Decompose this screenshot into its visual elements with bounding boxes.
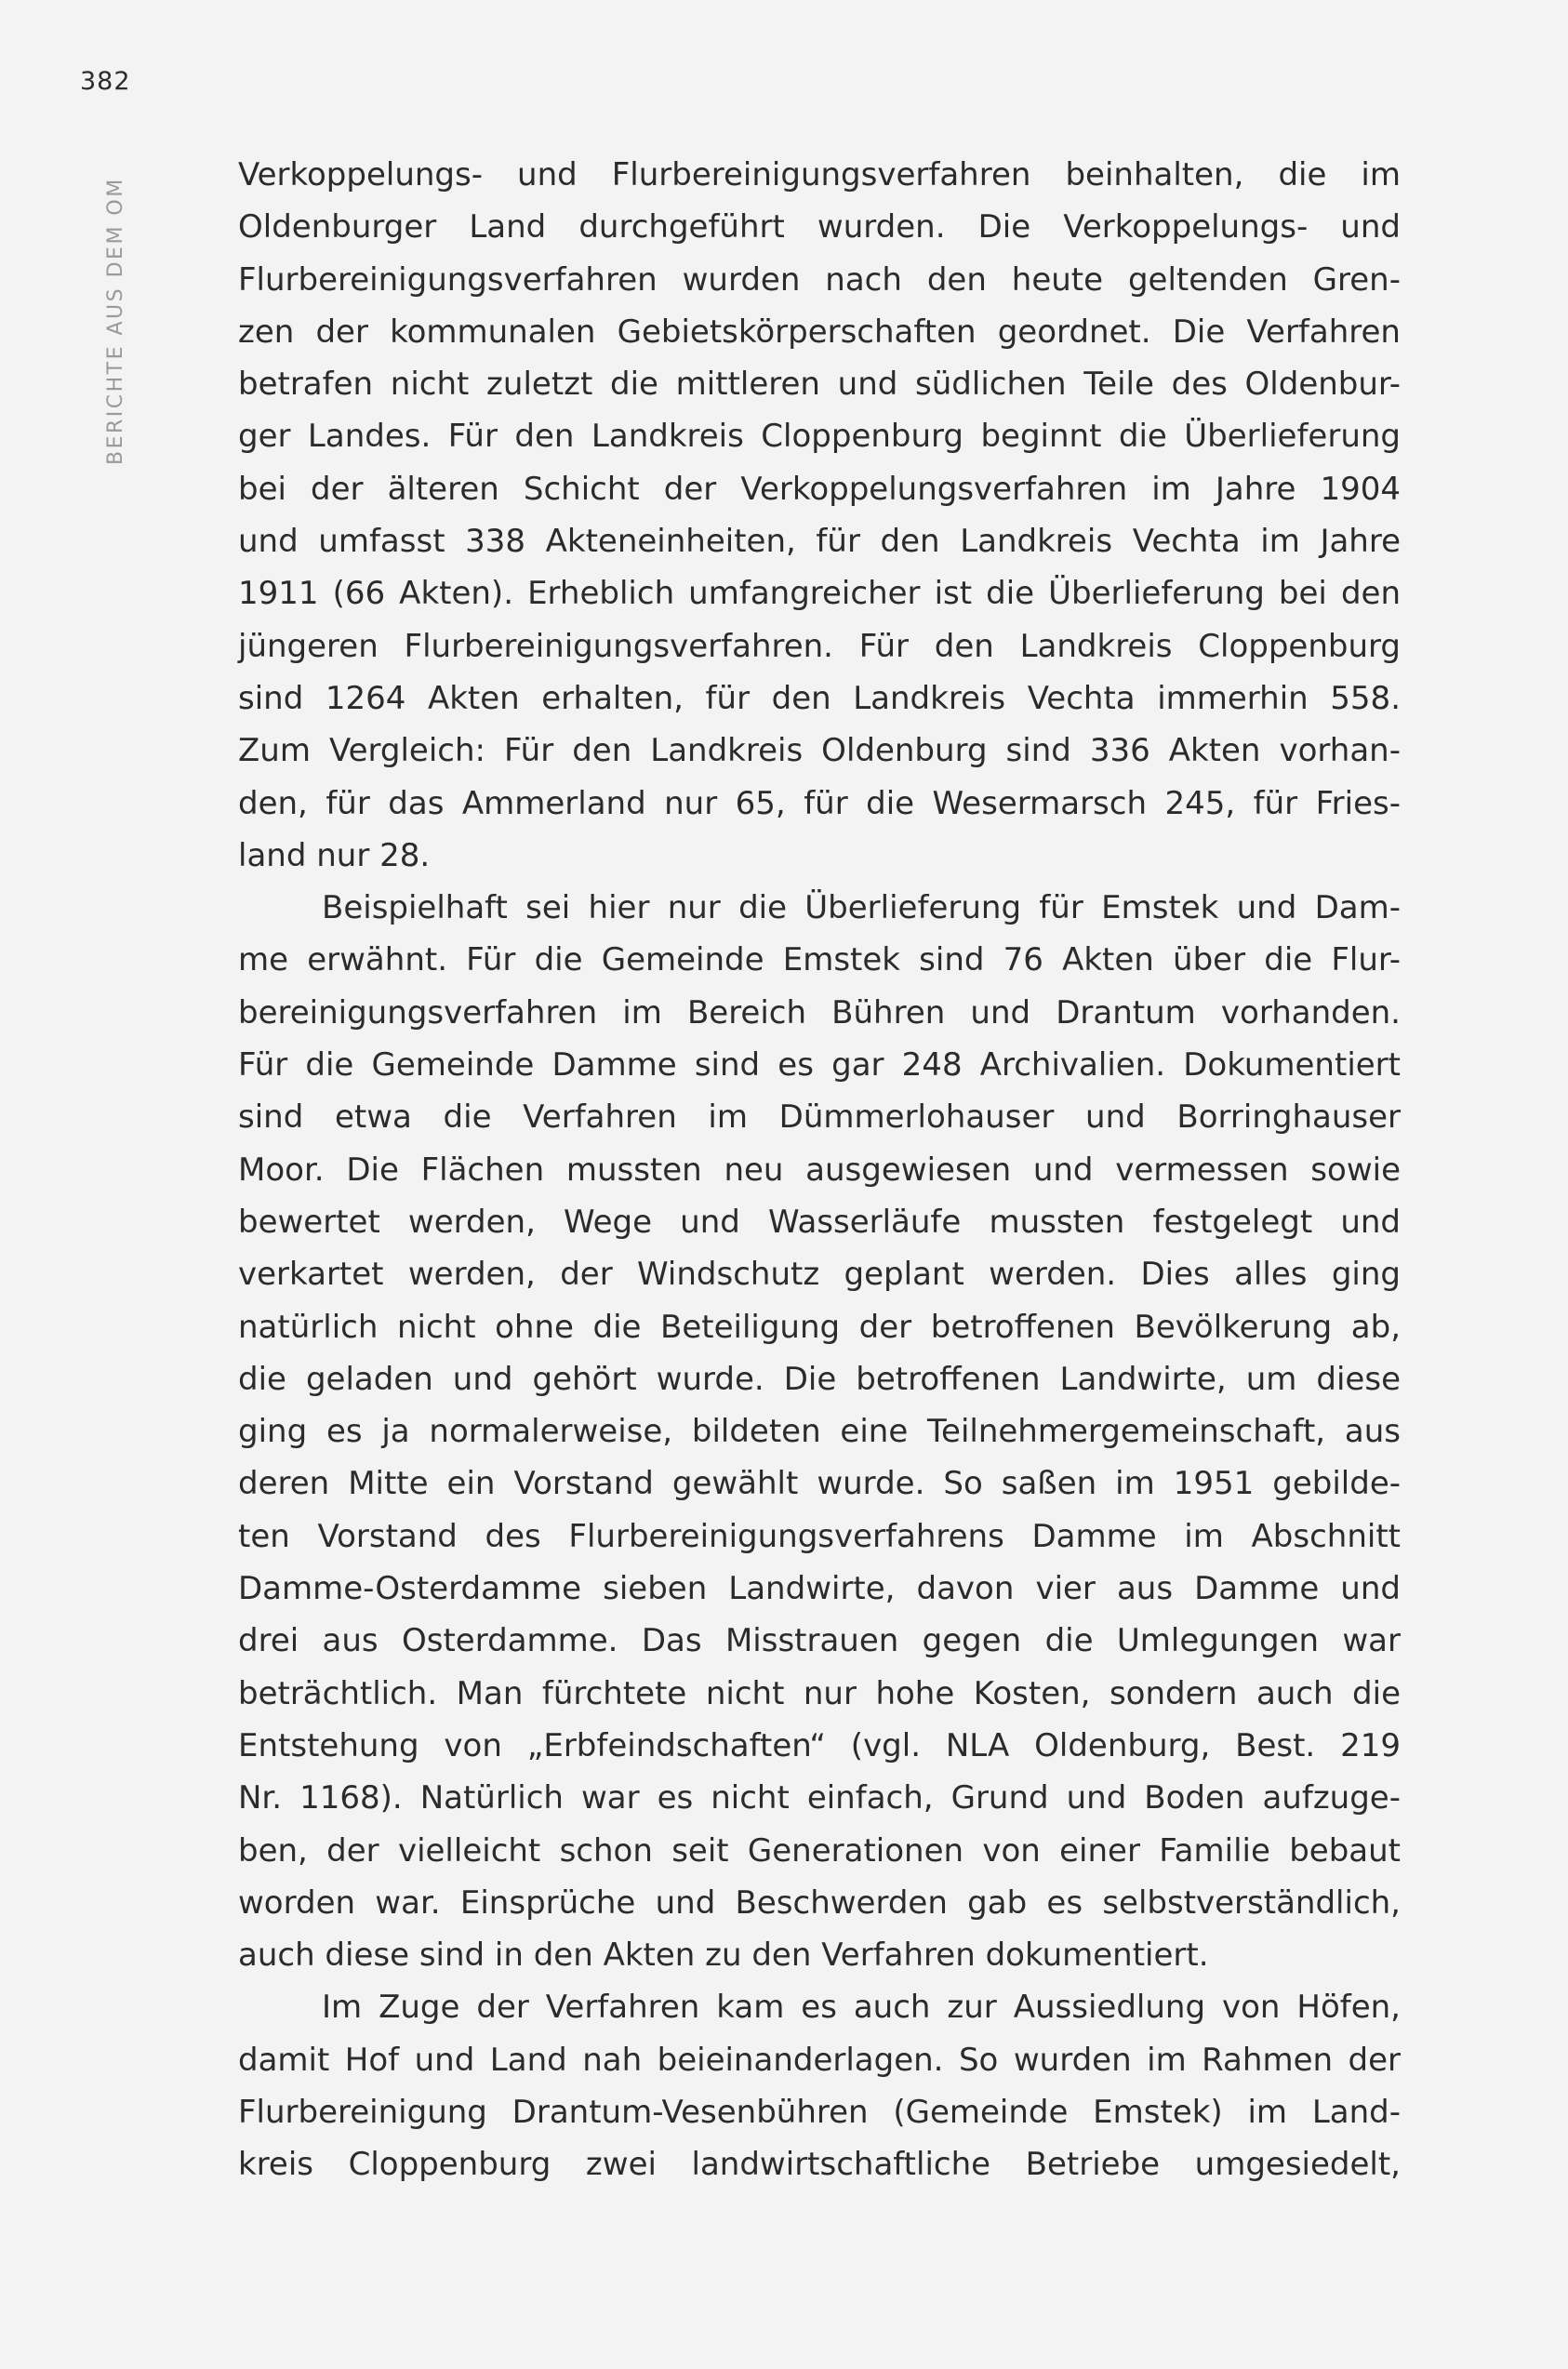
text-line: bereinigungsverfahren im Bereich Bühren und Drantum vorhanden. bbox=[238, 993, 1401, 1031]
page-number: 382 bbox=[80, 67, 131, 96]
text-line: jüngeren Flurbereinigungsverfahren. Für den Landkreis Cloppenburg bbox=[238, 627, 1401, 665]
text-line: Nr. 1168). Natürlich war es nicht einfach, Grund und Boden aufzuge- bbox=[238, 1779, 1401, 1817]
text-line: deren Mitte ein Vorstand gewählt wurde. So saßen im 1951 gebilde- bbox=[238, 1465, 1401, 1503]
text-line: Flurbereinigung Drantum-Vesenbühren (Gemeinde Emstek) im Land- bbox=[238, 2093, 1401, 2131]
text-line: betrafen nicht zuletzt die mittleren und südlichen Teile des Oldenbur- bbox=[238, 366, 1401, 404]
body-text bbox=[238, 149, 1401, 2191]
text-line: ger Landes. Für den Landkreis Cloppenburg beginnt die Überlieferung bbox=[238, 418, 1401, 456]
paragraph bbox=[238, 149, 1401, 882]
text-line: verkartet werden, der Windschutz geplant werden. Dies alles ging bbox=[238, 1256, 1401, 1294]
text-line: worden war. Einsprüche und Beschwerden gab es selbstverständlich, bbox=[238, 1883, 1401, 1922]
text-line: Entstehung von „Erbfeindschaften“ (vgl. NLA Oldenburg, Best. 219 bbox=[238, 1726, 1401, 1764]
text-line: ging es ja normalerweise, bildeten eine Teilnehmergemeinschaft, aus bbox=[238, 1413, 1401, 1451]
paragraph bbox=[238, 882, 1401, 1981]
text-line: sind 1264 Akten erhalten, für den Landkreis Vechta immerhin 558. bbox=[238, 679, 1401, 717]
text-line: ten Vorstand des Flurbereinigungsverfahrens Damme im Abschnitt bbox=[238, 1517, 1401, 1555]
text-line: Für die Gemeinde Damme sind es gar 248 Archivalien. Dokumentiert bbox=[238, 1046, 1401, 1085]
paragraph bbox=[238, 1981, 1401, 2190]
text-line: und umfasst 338 Akteneinheiten, für den Landkreis Vechta im Jahre bbox=[238, 523, 1401, 561]
text-line: den, für das Ammerland nur 65, für die Wesermarsch 245, für Fries- bbox=[238, 784, 1401, 822]
text-line: Zum Vergleich: Für den Landkreis Oldenburg sind 336 Akten vorhan- bbox=[238, 732, 1401, 770]
text-line: die geladen und gehört wurde. Die betroffenen Landwirte, um diese bbox=[238, 1360, 1401, 1398]
text-line: Moor. Die Flächen mussten neu ausgewiesen und vermessen sowie bbox=[238, 1151, 1401, 1189]
running-head: BERICHTE AUS DEM OM bbox=[104, 177, 127, 465]
text-line: auch diese sind in den Akten zu den Verfahren dokumentiert. bbox=[238, 1936, 1209, 1975]
text-line: natürlich nicht ohne die Beteiligung der betroffenen Bevölkerung ab, bbox=[238, 1308, 1401, 1346]
text-line: Im Zuge der Verfahren kam es auch zur Aussiedlung von Höfen, bbox=[322, 1989, 1401, 2027]
text-line: Verkoppelungs- und Flurbereinigungsverfahren beinhalten, die im bbox=[238, 156, 1401, 193]
text-line: damit Hof und Land nah beieinanderlagen. So wurden im Rahmen der bbox=[238, 2041, 1401, 2079]
text-line: drei aus Osterdamme. Das Misstrauen gegen die Umlegungen war bbox=[238, 1622, 1401, 1660]
text-line: ben, der vielleicht schon seit Generationen von einer Familie bebaut bbox=[238, 1831, 1401, 1870]
text-line: land nur 28. bbox=[238, 836, 431, 874]
text-line: bei der älteren Schicht der Verkoppelungsverfahren im Jahre 1904 bbox=[238, 470, 1401, 508]
text-line: Oldenburger Land durchgeführt wurden. Die Verkoppelungs- und bbox=[238, 208, 1401, 246]
text-line: sind etwa die Verfahren im Dümmerlohauser und Borringhauser bbox=[238, 1098, 1401, 1137]
text-line: Beispielhaft sei hier nur die Überlieferung für Emstek und Dam- bbox=[322, 889, 1401, 927]
text-line: zen der kommunalen Gebietskörperschaften geordnet. Die Verfahren bbox=[238, 313, 1401, 351]
text-line: Flurbereinigungsverfahren wurden nach den heute geltenden Gren- bbox=[238, 260, 1401, 299]
text-line: bewertet werden, Wege und Wasserläufe mussten festgelegt und bbox=[238, 1203, 1401, 1241]
text-line: me erwähnt. Für die Gemeinde Emstek sind 76 Akten über die Flur- bbox=[238, 941, 1401, 979]
text-line: beträchtlich. Man fürchtete nicht nur hohe Kosten, sondern auch die bbox=[238, 1674, 1401, 1712]
text-line: kreis Cloppenburg zwei landwirtschaftliche Betriebe umgesiedelt, bbox=[238, 2146, 1401, 2184]
text-line: Damme-Osterdamme sieben Landwirte, davon vier aus Damme und bbox=[238, 1570, 1401, 1608]
text-line: 1911 (66 Akten). Erheblich umfangreicher ist die Überlieferung bei den bbox=[238, 575, 1401, 613]
